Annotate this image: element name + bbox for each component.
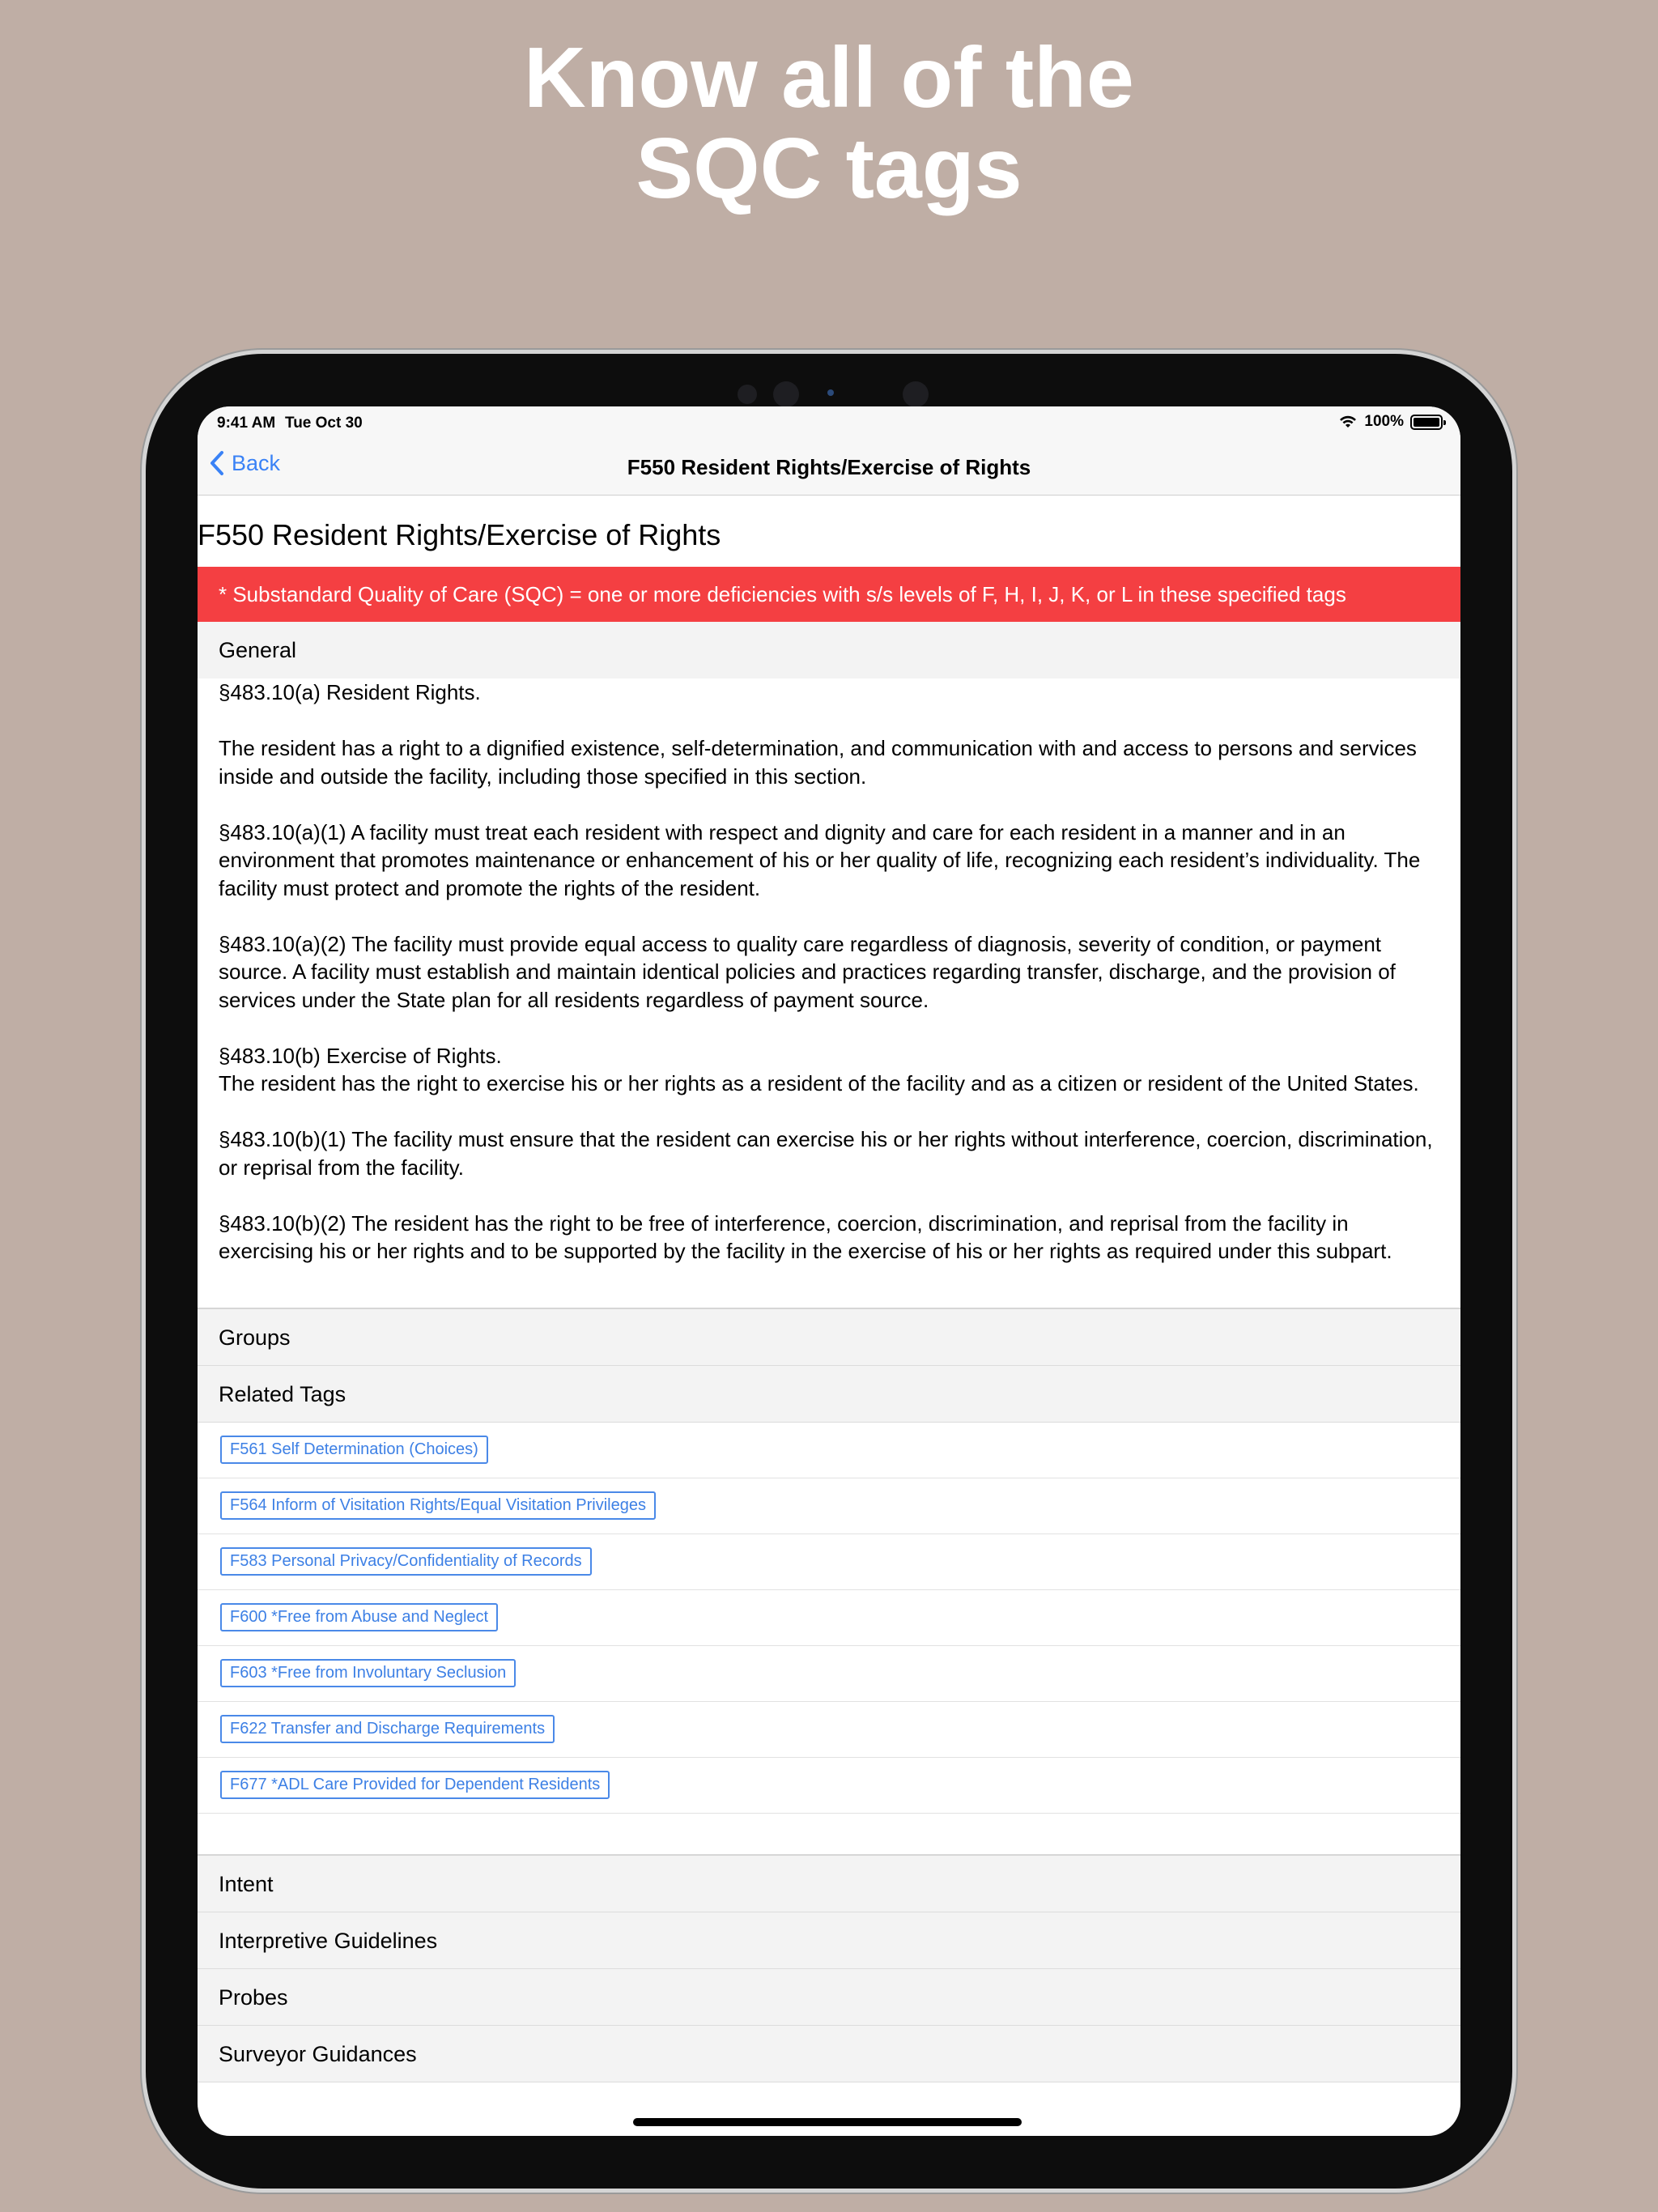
section-header-probes[interactable]: Probes	[198, 1969, 1460, 2026]
page-title: F550 Resident Rights/Exercise of Rights	[198, 518, 721, 551]
back-label: Back	[232, 450, 281, 475]
status-right	[1338, 413, 1443, 431]
related-tag-button[interactable]: F677 *ADL Care Provided for Dependent Residents	[220, 1771, 610, 1799]
related-tag-button[interactable]: F600 *Free from Abuse and Neglect	[220, 1603, 498, 1631]
headline-line-1: Know all of the	[524, 30, 1134, 125]
battery-icon	[1410, 415, 1443, 430]
related-tag-row	[198, 1534, 1460, 1590]
camera-lens	[773, 381, 799, 407]
related-tag-button[interactable]: F561 Self Determination (Choices)	[220, 1436, 488, 1464]
sensor-dot	[738, 385, 757, 404]
detail-content	[198, 496, 1460, 2082]
related-tag-row	[198, 1478, 1460, 1534]
section-header-intent[interactable]: Intent	[198, 1856, 1460, 1912]
section-header-groups[interactable]: Groups	[198, 1309, 1460, 1366]
flood-illuminator	[827, 389, 834, 396]
related-tag-button[interactable]: F603 *Free from Involuntary Seclusion	[220, 1659, 516, 1687]
status-date: Tue Oct 30	[285, 415, 363, 432]
navigation-bar	[198, 440, 1460, 496]
related-tag-row	[198, 1590, 1460, 1646]
related-tag-button[interactable]: F622 Transfer and Discharge Requirements	[220, 1715, 555, 1743]
sqc-banner: * Substandard Quality of Care (SQC) = one or more deficiencies with s/s levels of F, H, I, J, K, or L in these specified tags	[198, 567, 1460, 622]
status-time: 9:41 AM	[217, 415, 276, 432]
status-bar	[198, 406, 1460, 440]
battery-percent: 100%	[1364, 413, 1404, 430]
nav-title: F550 Resident Rights/Exercise of Rights	[627, 455, 1031, 479]
sensor-dot	[903, 381, 929, 407]
section-spacer	[198, 1814, 1460, 1856]
section-header-surveyor-guidances[interactable]: Surveyor Guidances	[198, 2026, 1460, 2082]
related-tag-row	[198, 1423, 1460, 1478]
headline-line-2: SQC tags	[636, 121, 1022, 216]
general-text: §483.10(a) Resident Rights. The resident has a right to a dignified existence, self-determination, and communication with and access to persons and services inside and outside the facility, including those specified in this section. §483.10(a)(1) A facility must treat each resident with respect and dignity and care for each resident in a manner and in an environment that promotes maintenance or enhancement of his or her quality of life, recognizing each resident’s individuality. The facility must protect and promote the rights of the resident. §483.10(a)(2) The facility must provide equal access to quality care regardless of diagnosis, severity of condition, or payment source. A facility must establish and maintain identical policies and practices regarding transfer, discharge, and the provision of services under the State plan for all residents regardless of payment source. §483.10(b) Exercise of Rights. The resident has the right to exercise his or her rights as a resident of the facility and as a citizen or resident of the United States. §483.10(b)(1) The facility must ensure that the resident can exercise his or her rights without interference, coercion, discrimination, or reprisal from the facility. §483.10(b)(2) The resident has the right to be free of interference, coercion, discrimination, and reprisal from the facility in exercising his or her rights and to be supported by the facility in the exercise of his or her rights as required under this subpart.	[198, 678, 1460, 1309]
wifi-icon	[1338, 415, 1358, 429]
related-tag-button[interactable]: F583 Personal Privacy/Confidentiality of Records	[220, 1547, 592, 1576]
section-header-general[interactable]: General	[198, 622, 1460, 678]
related-tag-row	[198, 1758, 1460, 1814]
section-header-related-tags[interactable]: Related Tags	[198, 1366, 1460, 1423]
section-header-interpretive-guidelines[interactable]: Interpretive Guidelines	[198, 1912, 1460, 1969]
screen	[198, 406, 1460, 2136]
related-tag-row	[198, 1702, 1460, 1758]
related-tag-button[interactable]: F564 Inform of Visitation Rights/Equal Visitation Privileges	[220, 1491, 656, 1520]
home-indicator[interactable]	[633, 2118, 1022, 2126]
headline	[0, 32, 1658, 214]
related-tag-row	[198, 1646, 1460, 1702]
